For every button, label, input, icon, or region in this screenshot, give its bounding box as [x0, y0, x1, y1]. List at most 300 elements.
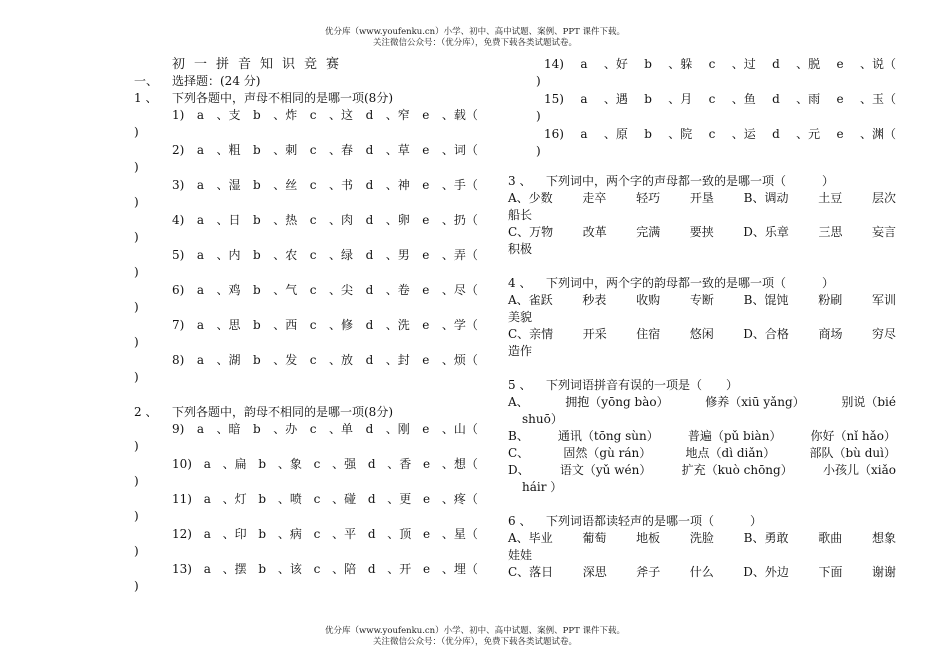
option-letter: b	[253, 143, 261, 157]
option-letter: b	[253, 178, 261, 192]
choice-item-options	[544, 126, 896, 143]
option-char: 、春	[329, 143, 354, 157]
item-number: 14)	[544, 57, 564, 71]
option-text: 粉刷	[818, 293, 843, 307]
option-letter: c	[708, 92, 716, 106]
option-char: 、山（	[441, 422, 478, 436]
option-text: 开垦	[689, 191, 714, 205]
option-char: 、开	[387, 562, 412, 576]
choice-item	[134, 456, 484, 491]
question-6-text: 下列词语都读轻声的是哪一项（ ）	[546, 514, 763, 528]
option-text: 部队（bù duì）	[809, 446, 896, 460]
option-text: 通讯（tōng sùn）	[557, 429, 659, 443]
option-text: 斧子	[636, 565, 661, 579]
item-number: 12)	[172, 527, 192, 541]
option-text: 轻巧	[636, 191, 661, 205]
choice-item-options	[172, 177, 478, 194]
option-char: 、卷	[385, 283, 410, 297]
option-letter: e	[422, 213, 430, 227]
option-char: 、丝	[273, 178, 298, 192]
choice-item	[134, 352, 484, 387]
option-letter: e	[836, 92, 844, 106]
option-char: 、窄	[385, 108, 410, 122]
option-text: 地点（dì diǎn）	[685, 446, 776, 460]
option-text: 扩充（kuò chōng）	[681, 463, 793, 477]
option-char: 、绿	[329, 248, 354, 262]
option-char: 、单	[329, 422, 354, 436]
option-text: 秒表	[582, 293, 607, 307]
item-number: 15)	[544, 92, 564, 106]
option-letter: e	[422, 108, 430, 122]
option-letter: d	[772, 127, 780, 141]
header-line-2: 关注微信公众号：（优分库），免费下载各类试题试卷。	[372, 38, 577, 48]
option-char: 、印	[222, 527, 247, 541]
option-char: 、西	[273, 318, 298, 332]
option-text: 悠闲	[689, 327, 714, 341]
answer-close-paren: )	[134, 474, 139, 488]
answer-close-paren: )	[536, 144, 541, 158]
option-text: 收购	[636, 293, 661, 307]
option-char: 、躲	[668, 57, 693, 71]
option-letter: e	[422, 143, 430, 157]
option-letter: a	[196, 143, 204, 157]
choice-item	[134, 282, 484, 317]
option-char: 、月	[668, 92, 693, 106]
option-text: 完满	[636, 225, 661, 239]
option-text: 想象	[871, 531, 896, 545]
question-1-num: 1 、	[134, 91, 158, 105]
section-1-label: 选择题：(24 分)	[172, 74, 261, 88]
option-char: 、玉（	[859, 92, 896, 106]
choice-item	[134, 142, 484, 177]
option-text: C、落日	[508, 565, 554, 579]
option-letter: e	[423, 492, 431, 506]
choice-item-options	[172, 352, 478, 369]
option-char: 、星（	[441, 527, 478, 541]
question-6-options-ab	[508, 530, 896, 547]
option-text: 歌曲	[818, 531, 843, 545]
choice-item	[134, 212, 484, 247]
option-letter: d	[365, 422, 374, 436]
option-letter: b	[258, 527, 267, 541]
option-letter: b	[258, 562, 267, 576]
option-letter: a	[580, 92, 588, 106]
option-letter: a	[580, 127, 588, 141]
option-text: 葡萄	[582, 531, 607, 545]
option-letter: a	[196, 213, 204, 227]
option-text: B、勇敢	[743, 531, 789, 545]
option-char: 、粗	[216, 143, 241, 157]
option-char: 、顶	[387, 527, 412, 541]
choice-item-options	[172, 491, 478, 508]
option-char: 、疼（	[441, 492, 478, 506]
option-char: 、手（	[441, 178, 478, 192]
option-char: 、内	[216, 248, 241, 262]
option-letter: e	[423, 527, 431, 541]
option-text: 什么	[689, 565, 714, 579]
option-letter: c	[309, 353, 317, 367]
option-letter: b	[253, 353, 261, 367]
option-char: 、弄（	[441, 248, 478, 262]
option-text: 谢谢	[871, 565, 896, 579]
option-char: 、气	[273, 283, 298, 297]
choice-item-options	[172, 282, 478, 299]
item-number: 9)	[172, 422, 185, 436]
question-4-num: 4 、	[508, 276, 532, 290]
question-5-option-c	[508, 445, 896, 462]
option-letter: b	[644, 92, 652, 106]
option-char: 、平	[332, 527, 357, 541]
item-number: 10)	[172, 457, 192, 471]
question-3-options-ab-wrap: 船长	[508, 208, 533, 222]
option-letter: d	[365, 248, 374, 262]
question-1-items	[134, 107, 484, 387]
question-6-num: 6 、	[508, 514, 532, 528]
option-text: 别说（bié	[841, 395, 896, 409]
option-letter: b	[253, 213, 261, 227]
choice-item-options	[172, 456, 478, 473]
option-letter: b	[253, 248, 261, 262]
option-letter: e	[423, 562, 431, 576]
option-char: 、日	[216, 213, 241, 227]
option-text: 普遍（pǔ biàn）	[687, 429, 782, 443]
option-letter: a	[196, 178, 204, 192]
option-text: C、亲情	[508, 327, 554, 341]
option-text: 三思	[818, 225, 843, 239]
question-4-options-cd	[508, 326, 896, 343]
option-char: 、鱼	[731, 92, 756, 106]
option-letter: e	[422, 318, 430, 332]
choice-item	[134, 177, 484, 212]
option-letter: d	[367, 492, 376, 506]
option-letter: a	[203, 492, 211, 506]
option-char: 、洗	[385, 318, 410, 332]
question-4-options-cd-wrap: 造作	[508, 344, 533, 358]
section-1-num: 一、	[134, 74, 159, 88]
question-5-option-a-wrap: shuō）	[522, 412, 563, 426]
option-char: 、草	[385, 143, 410, 157]
option-letter: a	[196, 248, 204, 262]
option-char: 、该	[277, 562, 302, 576]
option-char: 、扁	[222, 457, 247, 471]
option-char: 、陪	[332, 562, 357, 576]
option-char: 、炸	[273, 108, 298, 122]
option-letter: d	[365, 108, 374, 122]
option-char: 、热	[273, 213, 298, 227]
question-2-text: 下列各题中，韵母不相同的是哪一项(8分)	[172, 405, 393, 419]
page-title: 初一拼音知识竞赛	[172, 57, 349, 72]
question-5-option-a	[508, 394, 896, 411]
option-text: 层次	[871, 191, 896, 205]
option-letter: c	[309, 143, 317, 157]
question-3-num: 3 、	[508, 174, 532, 188]
option-letter: a	[580, 57, 588, 71]
option-text: 下面	[818, 565, 843, 579]
answer-close-paren: )	[134, 265, 139, 279]
option-letter: d	[365, 143, 374, 157]
option-letter: c	[313, 457, 321, 471]
option-char: 、湿	[216, 178, 241, 192]
answer-close-paren: )	[134, 335, 139, 349]
option-text: 深思	[582, 565, 607, 579]
choice-item-options	[172, 107, 478, 124]
choice-item	[134, 317, 484, 352]
option-letter: a	[203, 527, 211, 541]
question-4-heading	[508, 275, 896, 292]
item-number: 5)	[172, 248, 185, 262]
option-char: 、尖	[329, 283, 354, 297]
question-6-heading	[508, 513, 896, 530]
option-letter: c	[708, 127, 716, 141]
option-letter: e	[422, 283, 430, 297]
option-letter: a	[196, 353, 204, 367]
option-letter: d	[365, 178, 374, 192]
option-char: 、湖	[216, 353, 241, 367]
option-char: 、这	[329, 108, 354, 122]
option-char: 、说（	[859, 57, 896, 71]
option-text: 妄言	[871, 225, 896, 239]
option-letter: a	[203, 457, 211, 471]
option-text: 修养（xiū yǎng）	[705, 395, 805, 409]
option-char: 、强	[332, 457, 357, 471]
question-5-heading	[508, 377, 896, 394]
footer-line-1: 优分库（www.youfenku.cn）小学、初中、高中试题、案例、PPT 课件下载。	[325, 626, 625, 636]
item-number: 16)	[544, 127, 564, 141]
section-1-heading	[134, 73, 484, 90]
question-5-text: 下列词语拼音有误的一项是（ ）	[546, 378, 739, 392]
option-text: 商场	[818, 327, 843, 341]
choice-item-options	[172, 212, 478, 229]
option-letter: e	[423, 457, 431, 471]
answer-close-paren: )	[134, 125, 139, 139]
header-line-1: 优分库（www.youfenku.cn）小学、初中、高中试题、案例、PPT 课件下载。	[325, 27, 625, 37]
option-char: 、载（	[441, 108, 478, 122]
answer-close-paren: )	[134, 579, 139, 593]
choice-item	[134, 561, 484, 596]
question-5-num: 5 、	[508, 378, 532, 392]
footer-line-2: 关注微信公众号：（优分库），免费下载各类试题试卷。	[372, 637, 577, 647]
option-text: C、	[508, 446, 530, 460]
option-text: 走卒	[582, 191, 607, 205]
right-column	[508, 56, 896, 581]
choice-item	[134, 491, 484, 526]
answer-close-paren: )	[536, 109, 541, 123]
option-text: 开采	[582, 327, 607, 341]
question-3-text: 下列词中，两个字的声母都一致的是哪一项（ ）	[546, 174, 835, 188]
option-letter: b	[253, 422, 261, 436]
option-letter: d	[365, 318, 374, 332]
option-text: A、雀跃	[508, 293, 553, 307]
item-number: 2)	[172, 143, 185, 157]
option-char: 、修	[329, 318, 354, 332]
option-letter: a	[203, 562, 211, 576]
option-char: 、刚	[385, 422, 410, 436]
question-6-options-ab-wrap: 娃娃	[508, 548, 533, 562]
option-char: 、书	[329, 178, 354, 192]
option-text: B、馄饨	[743, 293, 789, 307]
option-letter: b	[253, 283, 261, 297]
question-1-text: 下列各题中，声母不相同的是哪一项(8分)	[172, 91, 393, 105]
option-letter: c	[313, 527, 321, 541]
choice-item-options	[172, 526, 478, 543]
option-text: 地板	[636, 531, 661, 545]
question-1-heading	[134, 90, 484, 107]
option-text: B、	[508, 429, 529, 443]
option-letter: c	[309, 178, 317, 192]
option-letter: c	[309, 422, 317, 436]
option-text: A、少数	[508, 191, 553, 205]
option-letter: a	[196, 108, 204, 122]
option-char: 、雨	[796, 92, 821, 106]
answer-close-paren: )	[134, 160, 139, 174]
question-3-options-ab	[508, 190, 896, 207]
answer-close-paren: )	[536, 74, 541, 88]
answer-close-paren: )	[134, 370, 139, 384]
question-3-heading	[508, 173, 896, 190]
option-letter: c	[313, 492, 321, 506]
option-char: 、农	[273, 248, 298, 262]
question-2-heading	[134, 404, 484, 421]
option-letter: c	[309, 248, 317, 262]
question-5-option-d-wrap: háir ）	[522, 480, 563, 494]
option-text: 住宿	[636, 327, 661, 341]
option-letter: b	[258, 492, 267, 506]
option-char: 、更	[387, 492, 412, 506]
option-letter: d	[367, 562, 376, 576]
option-letter: e	[836, 127, 844, 141]
option-letter: b	[644, 57, 652, 71]
option-char: 、词（	[441, 143, 478, 157]
option-text: 穷尽	[871, 327, 896, 341]
option-text: D、	[508, 463, 530, 477]
item-number: 8)	[172, 353, 185, 367]
option-char: 、支	[216, 108, 241, 122]
option-text: 你好（nǐ hǎo）	[810, 429, 896, 443]
option-char: 、学（	[441, 318, 478, 332]
answer-close-paren: )	[134, 544, 139, 558]
choice-item	[134, 247, 484, 282]
option-char: 、尽（	[441, 283, 478, 297]
option-letter: d	[365, 353, 374, 367]
question-2-items-continued	[508, 56, 896, 161]
option-text: 洗脸	[689, 531, 714, 545]
left-column	[134, 56, 484, 596]
option-char: 、烦（	[441, 353, 478, 367]
option-char: 、碰	[332, 492, 357, 506]
choice-item-options	[544, 56, 896, 73]
option-letter: b	[258, 457, 267, 471]
option-char: 、运	[731, 127, 756, 141]
option-letter: b	[644, 127, 652, 141]
option-letter: a	[196, 283, 204, 297]
option-char: 、埋（	[441, 562, 478, 576]
option-char: 、渊（	[859, 127, 896, 141]
item-number: 7)	[172, 318, 185, 332]
option-letter: e	[422, 248, 430, 262]
option-text: A、毕业	[508, 531, 553, 545]
option-text: D、乐章	[743, 225, 789, 239]
option-text: D、合格	[743, 327, 789, 341]
choice-item	[134, 421, 484, 456]
option-char: 、思	[216, 318, 241, 332]
choice-item	[134, 526, 484, 561]
option-char: 、神	[385, 178, 410, 192]
option-char: 、遇	[603, 92, 628, 106]
option-char: 、肉	[329, 213, 354, 227]
option-text: 固然（gù rán）	[563, 446, 652, 460]
page-header	[0, 27, 950, 49]
option-text: 拥抱（yōng bào）	[565, 395, 669, 409]
option-char: 、香	[387, 457, 412, 471]
choice-item-options	[172, 247, 478, 264]
option-text: 改革	[582, 225, 607, 239]
option-char: 、封	[385, 353, 410, 367]
answer-close-paren: )	[134, 230, 139, 244]
choice-item-options	[544, 91, 896, 108]
item-number: 4)	[172, 213, 185, 227]
option-char: 、病	[277, 527, 302, 541]
item-number: 1)	[172, 108, 185, 122]
question-5-option-d	[508, 462, 896, 479]
option-letter: a	[196, 422, 204, 436]
question-2-num: 2 、	[134, 405, 158, 419]
answer-close-paren: )	[134, 195, 139, 209]
option-char: 、好	[603, 57, 628, 71]
option-text: 土豆	[818, 191, 843, 205]
option-letter: a	[196, 318, 204, 332]
option-text: 专断	[689, 293, 714, 307]
question-3-options-cd-wrap: 积极	[508, 242, 533, 256]
option-text: B、调动	[743, 191, 789, 205]
question-4-options-ab-wrap: 美貌	[508, 310, 533, 324]
option-char: 、想（	[441, 457, 478, 471]
option-letter: e	[422, 353, 430, 367]
option-char: 、喷	[277, 492, 302, 506]
choice-item	[508, 56, 896, 91]
option-letter: d	[365, 283, 374, 297]
option-char: 、院	[668, 127, 693, 141]
choice-item-options	[172, 561, 478, 578]
option-letter: b	[253, 108, 261, 122]
option-text: A、	[508, 395, 529, 409]
option-letter: d	[367, 457, 376, 471]
question-3-options-cd	[508, 224, 896, 241]
option-text: 语文（yǔ wén）	[559, 463, 652, 477]
option-char: 、脱	[796, 57, 821, 71]
option-letter: d	[365, 213, 374, 227]
choice-item-options	[172, 421, 478, 438]
option-char: 、放	[329, 353, 354, 367]
option-text: C、万物	[508, 225, 554, 239]
choice-item-options	[172, 142, 478, 159]
question-4-text: 下列词中，两个字的韵母都一致的是哪一项（ ）	[546, 276, 835, 290]
option-char: 、元	[796, 127, 821, 141]
question-2-items	[134, 421, 484, 596]
option-char: 、发	[273, 353, 298, 367]
answer-close-paren: )	[134, 300, 139, 314]
option-letter: c	[309, 283, 317, 297]
option-text: 小孩儿（xiǎo	[822, 463, 896, 477]
option-letter: e	[836, 57, 844, 71]
item-number: 11)	[172, 492, 192, 506]
option-letter: c	[309, 318, 317, 332]
item-number: 3)	[172, 178, 185, 192]
option-char: 、扔（	[441, 213, 478, 227]
item-number: 6)	[172, 283, 185, 297]
answer-close-paren: )	[134, 509, 139, 523]
option-char: 、象	[277, 457, 302, 471]
option-letter: c	[309, 213, 317, 227]
